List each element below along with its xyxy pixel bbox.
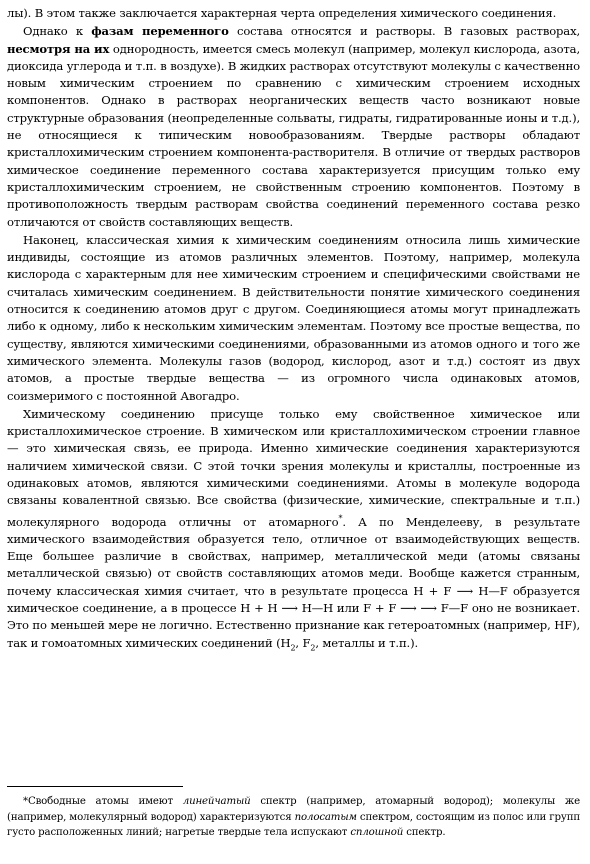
subscript: 2 [310,642,316,652]
paragraph-continuation: лы). В этом также заключается характерная черта определения химического соединения. [7,6,557,20]
paragraph-solutions [7,23,580,231]
paragraph-chemical-bond [7,406,580,656]
bold-phrase: несмотря на их [7,41,110,56]
text-run: Химическому соединению присуще только ему свойственное химическое или кристаллохимическое строение. В химическом или кристаллохимическом строении главное — это химическая связь, ее природа. Именно химические соединения характеризуются наличием химической связи. С этой точки зрения молекулы и кристаллы, построенные из одинаковых атомов, являются химическими соединениями. Атомы в молекуле водорода связаны ковалентной связью. Все свойства (физические, химические, спектральные и т.п.) молекулярного водорода отличны от атомарного [7,406,580,529]
text-run: однородность, имеется смесь молекул (например, молекул кислорода, азота, диоксида углерода и т.п. в воздухе). В жидких растворах отсутствуют молекулы с качественно новым химическим строением по сравнению с химическим строением исходных компонентов. Однако в растворах неорганических веществ часто возникают новые структурные образования (неопределенные сольваты, гидраты, гидратированные ионы и т.д.), не относящиеся к типическим новообразованиям. Твердые растворы обладают кристаллохимическим строением компонента-растворителя. В отличие от твердых растворов химическое соединение переменного состава характеризуется присущим только ему кристаллохимическим строением, не свойственным строению компонентов. Поэтому в противоположность твердым растворам свойства соединений переменного состава резко отличаются от свойств составляющих веществ. [7,41,580,229]
text-run: Однако к [23,24,92,39]
footnote [7,794,580,841]
italic-term: полосатым [294,811,357,823]
text-run: состава относятся и растворы. В газовых растворах, [228,24,580,39]
text-run: , металлы и т.п.). [315,635,418,650]
italic-term: сплошной [350,827,404,839]
footnote-marker: * [338,513,343,523]
text-run: , F [295,635,311,650]
text-run: спектром, состоящим из полос или групп густо расположенных линий; нагретые твердые тела испускают [7,811,580,839]
bold-phrase: фазам переменного [91,24,229,39]
text-run: спектр. [403,827,446,839]
text-run: *Свободные атомы имеют [23,796,183,807]
text-run: . А по Менделееву, в результате химического взаимодействия образуется тело, отличное от взаимодействующих веществ. Еще большее различие в свойствах, например, металлической меди (атомы связаны металлической связью) от свойств составляющих атомов меди. Вообще кажется странным, почему классическая химия считает, что в результате процесса Н + F ⟶ Н—F образуется химическое соединение, а в процессе Н + Н ⟶ Н—Н или F + F ⟶ ⟶ F—F оно не возникает. Это по меньшей мере не логично. Естественно признание как гетероатомных (например, HF), так и гомоатомных химических соединений (H [7,514,581,650]
paragraph-classical-chemistry: Наконец, классическая химия к химическим соединениям относила лишь химические индивиды, состоящие из атомов различных элементов. Поэтому, например, молекула кислорода с характерным для нее химическим строением и специфическими свойствами не считалась химическим соединением. В действительности понятие химического соединения относится к соединению атомов друг с другом. Соединяющиеся атомы могут принадлежать либо к одному, либо к нескольким химическим элементам. Поэтому все простые вещества, по существу, являются химическими соединениями, образованными из атомов одного и того же химического элемента. Молекулы газов (водород, кислород, азот и т.д.) состоят из двух атомов, а простые твердые вещества — из огромного числа одинаковых атомов, соизмеримого с постоянной Авогадро. [7,232,580,403]
italic-term: линейчатый [182,796,251,807]
text-run: спектр (например, атомарный водород); молекулы же (например, молекулярный водород) характеризуются [7,796,580,823]
subscript: 2 [290,642,296,652]
footnote-divider [7,786,183,787]
